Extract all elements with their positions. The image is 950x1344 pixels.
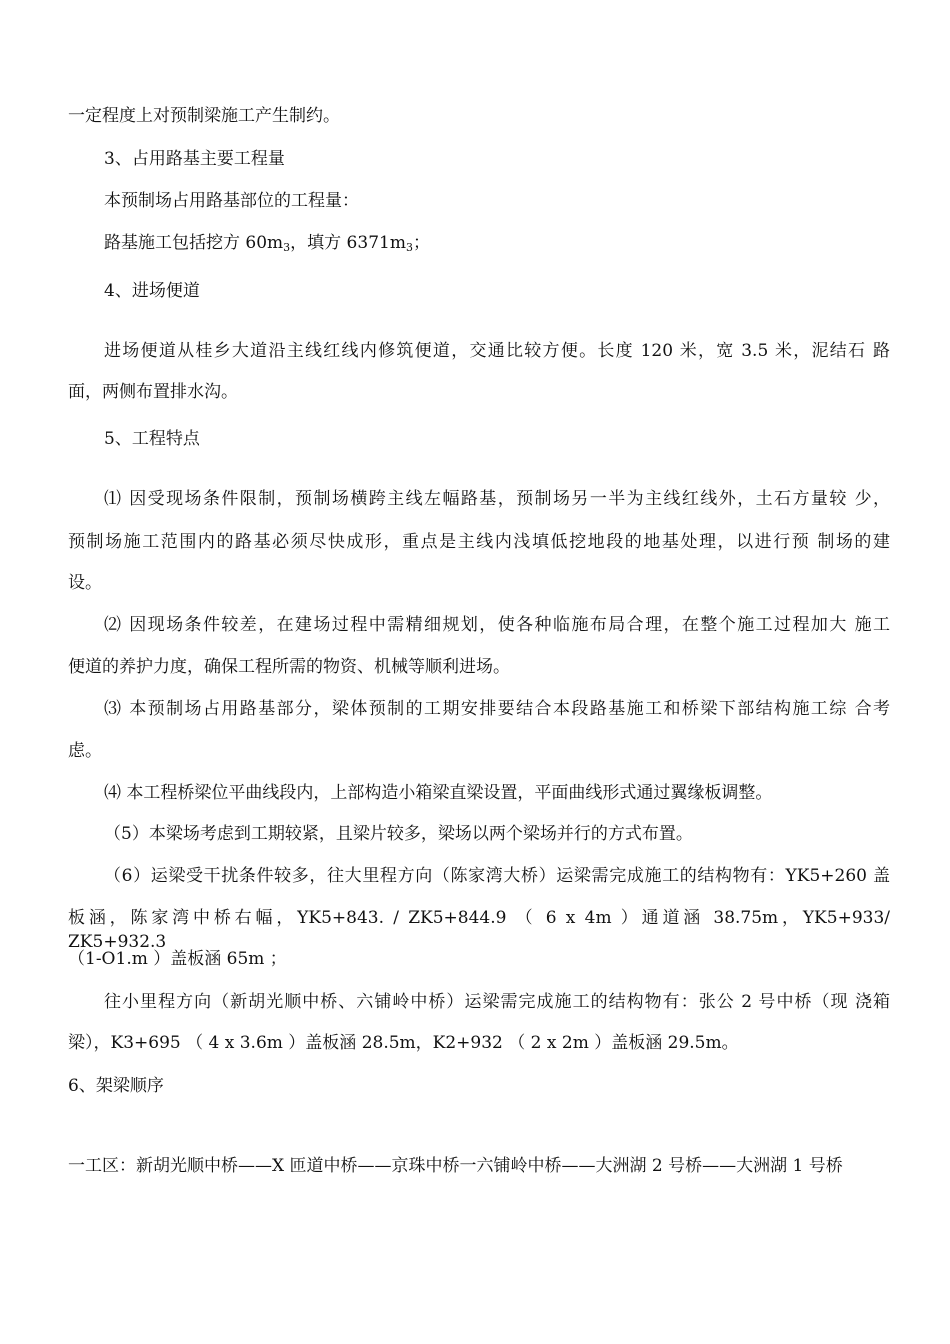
text-line-14: （5）本梁场考虑到工期较紧，且梁片较多，梁场以两个梁场并行的方式布置。 bbox=[104, 824, 693, 844]
text-seg-excavation: 路基施工包括挖方 60m bbox=[104, 233, 284, 253]
text-line-16: 板涵，陈家湾中桥右幅，YK5+843. / ZK5+844.9 （ 6 x 4m ）通道涵 38.75m，YK5+933/ ZK5+932.3 bbox=[68, 908, 890, 952]
text-line-8: 设。 bbox=[68, 573, 102, 593]
text-line-19: 梁），K3+695 （ 4 x 3.6m ）盖板涵 28.5m，K2+932 （ 2 x 2m ）盖板涵 29.5m。 bbox=[68, 1033, 739, 1053]
text-line-9: ⑵ 因现场条件较差，在建场过程中需精细规划，使各种临施布局合理，在整个施工过程加大 施工 bbox=[104, 615, 890, 635]
text-line-6: ⑴ 因受现场条件限制，预制场横跨主线左幅路基，预制场另一半为主线红线外，土石方量较 少， bbox=[104, 489, 890, 509]
heading-5: 5、工程特点 bbox=[104, 429, 200, 449]
text-line-5: 面，两侧布置排水沟。 bbox=[68, 382, 238, 402]
text-line-20: 一工区：新胡光顺中桥——X 匝道中桥——京珠中桥一六铺岭中桥——大洲湖 2 号桥——大洲湖 1 号桥 bbox=[68, 1156, 843, 1176]
heading-4: 4、进场便道 bbox=[104, 281, 200, 301]
text-line-1: 一定程度上对预制梁施工产生制约。 bbox=[68, 106, 340, 126]
text-line-7: 预制场施工范围内的路基必须尽快成形，重点是主线内浅填低挖地段的地基处理，以进行预 制场的建 bbox=[68, 532, 890, 552]
heading-6: 6、架梁顺序 bbox=[68, 1076, 164, 1096]
text-line-15: （6）运梁受干扰条件较多，往大里程方向（陈家湾大桥）运梁需完成施工的结构物有：YK5+260 盖 bbox=[104, 866, 890, 886]
text-line-17: （1-O1.m ）盖板涵 65m ； bbox=[68, 949, 287, 969]
superscript-3b: 3 bbox=[405, 241, 413, 254]
text-line-11: ⑶ 本预制场占用路基部分，梁体预制的工期安排要结合本段路基施工和桥梁下部结构施工综 合考 bbox=[104, 699, 890, 719]
text-line-4: 进场便道从桂乡大道沿主线红线内修筑便道，交通比较方便。长度 120 米，宽 3.5 米，泥结石 路 bbox=[104, 341, 890, 361]
text-line-18: 往小里程方向（新胡光顺中桥、六铺岭中桥）运梁需完成施工的结构物有：张公 2 号中桥（现 浇箱 bbox=[104, 992, 890, 1012]
text-line-3 bbox=[104, 231, 430, 260]
text-line-10: 便道的养护力度，确保工程所需的物资、机械等顺利进场。 bbox=[68, 657, 510, 677]
text-seg-fill: ，填方 6371m bbox=[290, 233, 406, 253]
text-line-2: 本预制场占用路基部位的工程量： bbox=[104, 191, 359, 211]
superscript-3a: 3 bbox=[283, 241, 291, 254]
text-line-13: ⑷ 本工程桥梁位平曲线段内，上部构造小箱梁直梁设置，平面曲线形式通过翼缘板调整。 bbox=[104, 783, 773, 803]
heading-3: 3、占用路基主要工程量 bbox=[104, 149, 285, 169]
text-line-12: 虑。 bbox=[68, 741, 102, 761]
text-seg-semicolon: ； bbox=[412, 233, 430, 253]
